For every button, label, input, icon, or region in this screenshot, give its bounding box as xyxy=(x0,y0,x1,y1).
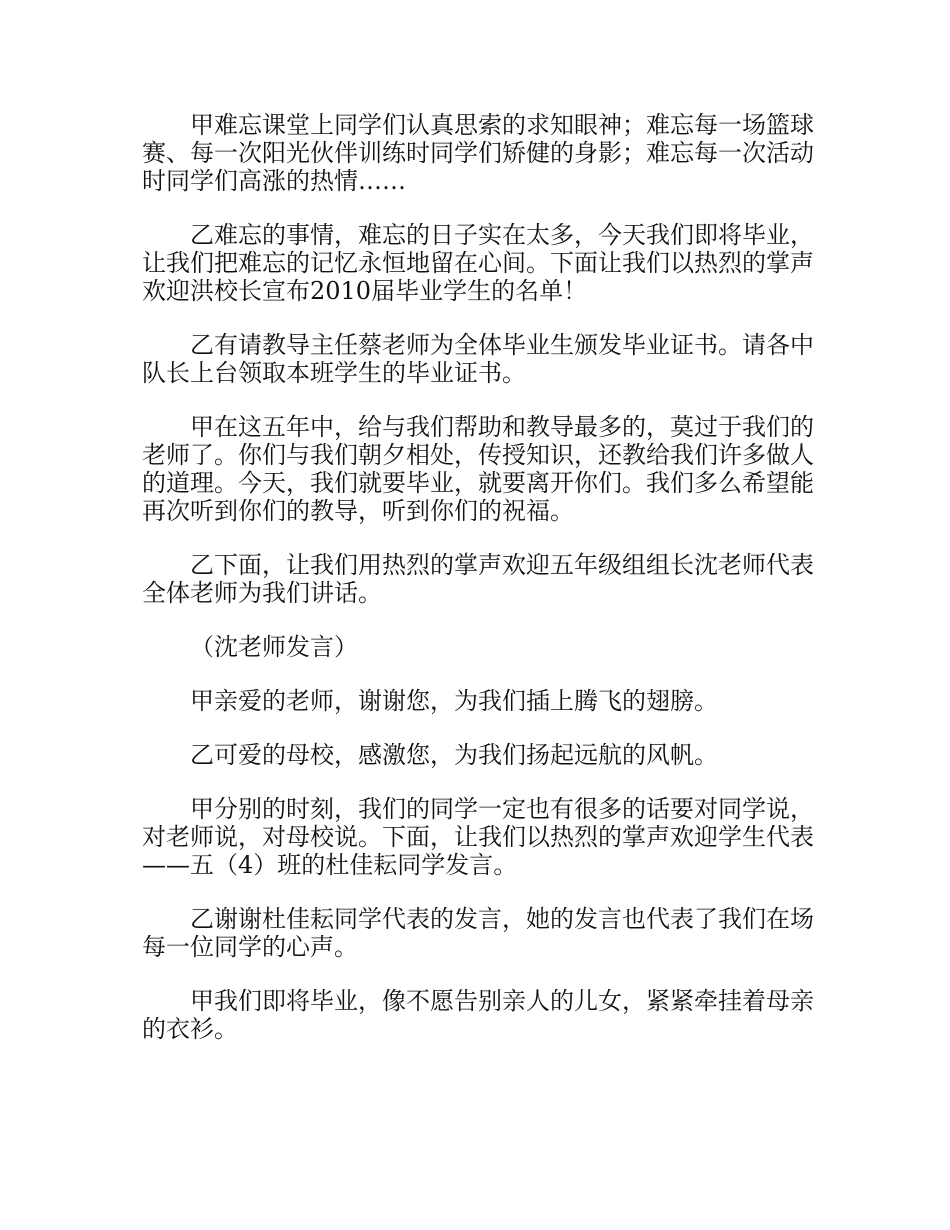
paragraph-2: 乙难忘的事情，难忘的日子实在太多，今天我们即将毕业，让我们把难忘的记忆永恒地留在心间。下面让我们以热烈的掌声欢迎洪校长宣布2010届毕业学生的名单！ xyxy=(142,221,814,305)
paragraph-4: 甲在这五年中，给与我们帮助和教导最多的，莫过于我们的老师了。你们与我们朝夕相处，传授知识，还教给我们许多做人的道理。今天，我们就要毕业，就要离开你们。我们多么希望能再次听到你们的教导，听到你们的祝福。 xyxy=(142,413,814,525)
paragraph-8: 乙可爱的母校，感激您，为我们扬起远航的风帆。 xyxy=(190,741,718,769)
paragraph-6: （沈老师发言） xyxy=(190,633,358,661)
paragraph-3: 乙有请教导主任蔡老师为全体毕业生颁发毕业证书。请各中队长上台领取本班学生的毕业证书。 xyxy=(142,331,814,387)
paragraph-5: 乙下面，让我们用热烈的掌声欢迎五年级组组长沈老师代表全体老师为我们讲话。 xyxy=(142,551,814,607)
paragraph-1: 甲难忘课堂上同学们认真思索的求知眼神；难忘每一场篮球赛、每一次阳光伙伴训练时同学们矫健的身影；难忘每一次活动时同学们高涨的热情…… xyxy=(142,111,814,195)
paragraph-10: 乙谢谢杜佳耘同学代表的发言，她的发言也代表了我们在场每一位同学的心声。 xyxy=(142,905,814,961)
paragraph-7: 甲亲爱的老师，谢谢您，为我们插上腾飞的翅膀。 xyxy=(190,687,718,715)
paragraph-9: 甲分别的时刻，我们的同学一定也有很多的话要对同学说，对老师说，对母校说。下面，让我们以热烈的掌声欢迎学生代表——五（4）班的杜佳耘同学发言。 xyxy=(142,795,814,879)
paragraph-11: 甲我们即将毕业，像不愿告别亲人的儿女，紧紧牵挂着母亲的衣衫。 xyxy=(142,987,814,1043)
document-body xyxy=(142,111,814,1069)
